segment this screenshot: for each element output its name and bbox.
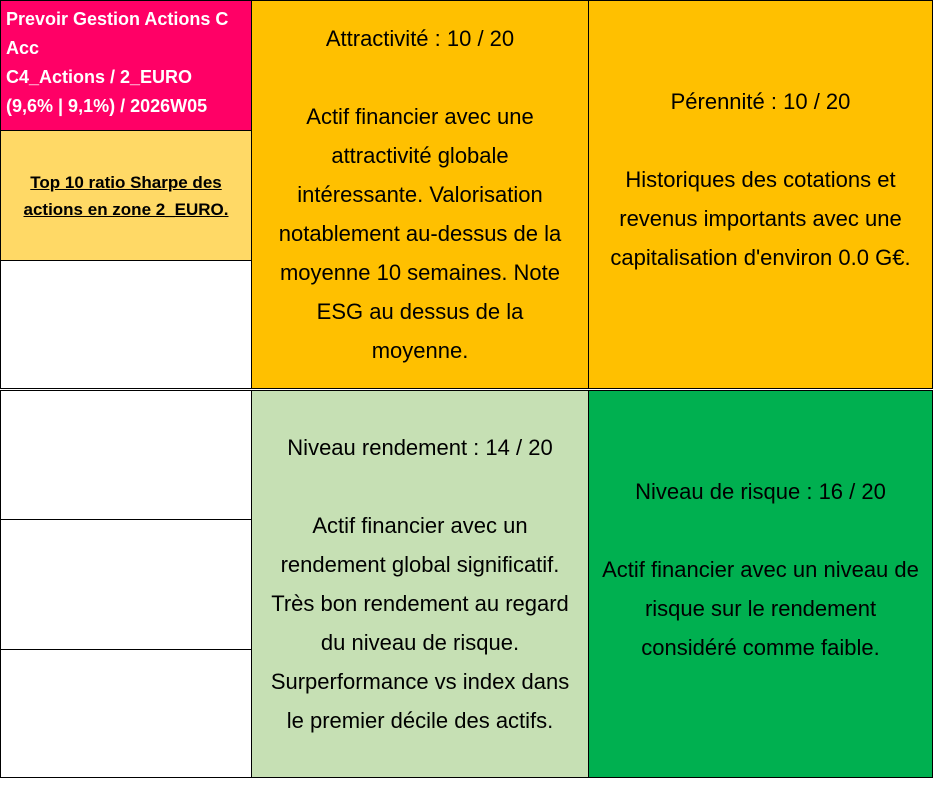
perennite-panel (588, 0, 933, 389)
attractivite-title: Attractivité : 10 / 20 (325, 26, 515, 51)
rendement-panel (251, 390, 589, 778)
attractivite-panel (251, 0, 589, 389)
risque-panel (588, 390, 933, 778)
empty-cell (0, 390, 252, 520)
fund-stats: (9,6% | 9,1%) / 2026W05 (6, 96, 208, 116)
rendement-title: Niveau rendement : 14 / 20 (287, 435, 553, 460)
perennite-title: Pérennité : 10 / 20 (670, 89, 851, 114)
empty-cell (0, 260, 252, 389)
fund-name-line-2: Acc (6, 38, 40, 58)
fund-category: C4_Actions / 2_EURO (6, 67, 193, 87)
fund-name-line-1: Prevoir Gestion Actions C (6, 9, 229, 29)
rendement-body: Actif financier avec un rendement global significatif. Très bon rendement au regard du niveau de risque. Surperformance vs index dans le premier décile des actifs. (270, 513, 570, 733)
fund-header (0, 0, 252, 131)
risque-title: Niveau de risque : 16 / 20 (635, 478, 886, 504)
ranking-text: Top 10 ratio Sharpe des actions en zone 2_EURO. (23, 172, 229, 219)
attractivite-body: Actif financier avec une attractivité globale intéressante. Valorisation notablement au-dessus de la moyenne 10 semaines. Note ESG au dessus de la moyenne. (278, 104, 562, 363)
risque-body: Actif financier avec un niveau de risque sur le rendement considéré comme faible. (602, 556, 919, 660)
perennite-body: Historiques des cotations et revenus importants avec une capitalisation d'environ 0.0 G€. (610, 167, 911, 270)
empty-cell (0, 519, 252, 650)
empty-cell (0, 649, 252, 778)
ranking-box (0, 130, 252, 261)
